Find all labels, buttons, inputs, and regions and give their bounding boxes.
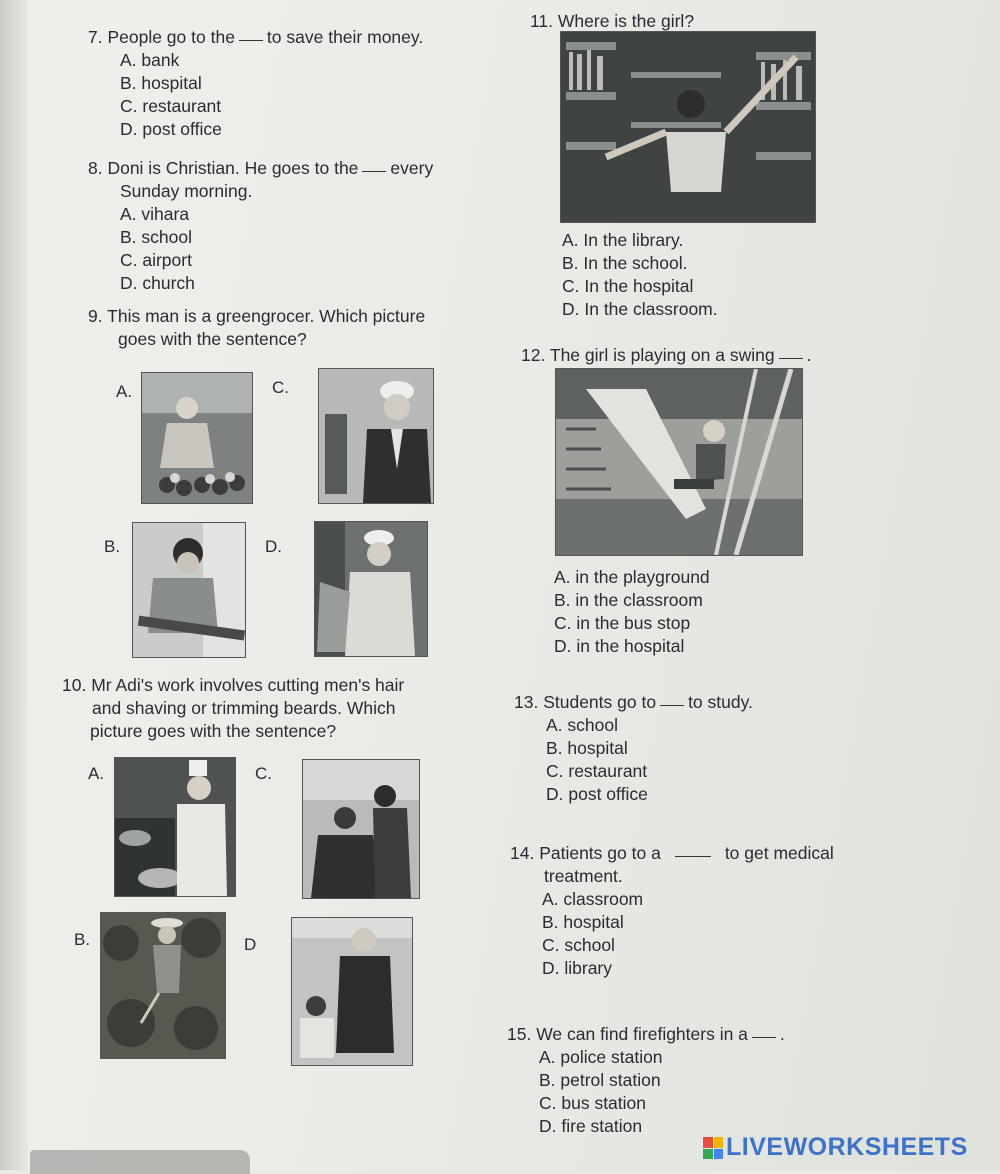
q11-option-d[interactable]: D. In the classroom. bbox=[562, 299, 718, 319]
q11-photo-library-girl bbox=[560, 31, 816, 223]
q8-option-a[interactable]: A. vihara bbox=[120, 204, 190, 224]
q8-option-d[interactable]: D. church bbox=[120, 273, 195, 293]
q15-option-a[interactable]: A. police station bbox=[539, 1047, 663, 1067]
q15-text-a: 15. We can find firefighters in a bbox=[507, 1024, 748, 1044]
q10-label-a: A. bbox=[88, 764, 105, 783]
q13-option-c[interactable]: C. restaurant bbox=[546, 761, 648, 781]
q9-photo-a-greengrocer[interactable] bbox=[141, 372, 253, 504]
question-11 bbox=[530, 10, 694, 33]
q8-option-c[interactable]: C. airport bbox=[120, 250, 192, 270]
q12-option-a[interactable]: A. in the playground bbox=[554, 567, 710, 587]
q10-line1: 10. Mr Adi's work involves cutting men's hair bbox=[62, 675, 405, 695]
q8-line2: Sunday morning. bbox=[120, 181, 253, 201]
q7-option-c[interactable]: C. restaurant bbox=[120, 96, 222, 116]
q7-blank[interactable] bbox=[239, 40, 263, 41]
q14-blank[interactable] bbox=[675, 856, 711, 857]
q7-option-b[interactable]: B. hospital bbox=[120, 73, 202, 93]
question-10 bbox=[62, 674, 404, 743]
q15-option-c[interactable]: C. bus station bbox=[539, 1093, 646, 1113]
q14-line2: treatment. bbox=[544, 866, 623, 886]
q12-photo-swing-girl bbox=[555, 368, 803, 556]
q9-photo-c-engineer[interactable] bbox=[318, 368, 434, 504]
q13-blank[interactable] bbox=[660, 705, 684, 706]
q9-label-a: A. bbox=[116, 382, 133, 401]
question-15: 15. We can find firefighters in a . A. police station B. petrol station C. bus station D. fire station bbox=[507, 1024, 785, 1136]
q7-text-a: 7. People go to the bbox=[88, 27, 235, 47]
q9-line1: 9. This man is a greengrocer. Which picture bbox=[88, 306, 426, 326]
q12-option-d[interactable]: D. in the hospital bbox=[554, 636, 685, 656]
liveworksheets-logo-icon bbox=[703, 1137, 723, 1159]
q15-option-b[interactable]: B. petrol station bbox=[539, 1070, 661, 1090]
q10-line2: and shaving or trimming beards. Which bbox=[92, 698, 396, 718]
q9-label-b: B. bbox=[104, 537, 121, 556]
q9-label-d: D. bbox=[265, 537, 282, 556]
q13-text-b: to study. bbox=[688, 692, 753, 712]
q13-option-a[interactable]: A. school bbox=[546, 715, 618, 735]
q10-label-d: D bbox=[244, 935, 257, 954]
q10-line3: picture goes with the sentence? bbox=[90, 721, 337, 741]
q13-option-b[interactable]: B. hospital bbox=[546, 738, 628, 758]
q7-option-d[interactable]: D. post office bbox=[120, 119, 222, 139]
q8-text-a: 8. Doni is Christian. He goes to the bbox=[88, 158, 359, 178]
q9-label-c: C. bbox=[272, 378, 289, 397]
q14-option-b[interactable]: B. hospital bbox=[542, 912, 624, 932]
q11-option-b[interactable]: B. In the school. bbox=[562, 253, 688, 273]
q10-label-b: B. bbox=[74, 930, 91, 949]
q11-question: 11. Where is the girl? bbox=[530, 11, 695, 31]
q13-option-d[interactable]: D. post office bbox=[546, 784, 648, 804]
q11-options bbox=[530, 229, 718, 321]
question-14 bbox=[510, 842, 834, 980]
q15-option-d[interactable]: D. fire station bbox=[539, 1116, 643, 1136]
q11-option-a[interactable]: A. In the library. bbox=[562, 230, 684, 250]
q14-text-a: 14. Patients go to a bbox=[510, 843, 661, 863]
question-13 bbox=[514, 691, 753, 806]
q12-question: 12. The girl is playing on a swing bbox=[521, 345, 775, 365]
liveworksheets-watermark: LIVEWORKSHEETS bbox=[726, 1133, 968, 1161]
q14-text-b: to get medical bbox=[724, 843, 834, 863]
question-7 bbox=[88, 26, 423, 141]
q9-photo-b-carpenter[interactable] bbox=[132, 522, 246, 658]
q10-label-c: C. bbox=[255, 764, 272, 783]
q12-option-c[interactable]: C. in the bus stop bbox=[554, 613, 691, 633]
bottom-decoration bbox=[30, 1150, 250, 1174]
q8-option-b[interactable]: B. school bbox=[120, 227, 192, 247]
q12-blank[interactable] bbox=[779, 358, 803, 359]
q14-option-c[interactable]: C. school bbox=[542, 935, 615, 955]
q15-blank[interactable] bbox=[752, 1037, 776, 1038]
page-fold-shadow bbox=[0, 0, 28, 1170]
q9-line2: goes with the sentence? bbox=[118, 329, 307, 349]
q8-blank[interactable] bbox=[362, 171, 386, 172]
q9-photo-d-worker[interactable] bbox=[314, 521, 428, 657]
q11-option-c[interactable]: C. In the hospital bbox=[562, 276, 694, 296]
q8-text-b: every bbox=[390, 158, 434, 178]
q14-option-d[interactable]: D. library bbox=[542, 958, 613, 978]
q10-photo-b-gardener[interactable] bbox=[100, 912, 226, 1059]
q7-option-a[interactable]: A. bank bbox=[120, 50, 180, 70]
q12-option-b[interactable]: B. in the classroom bbox=[554, 590, 703, 610]
q10-photo-d-teacher[interactable] bbox=[291, 917, 413, 1066]
q10-photo-a-chef[interactable] bbox=[114, 757, 236, 897]
q12-options bbox=[522, 566, 710, 658]
question-8 bbox=[88, 157, 433, 295]
q7-text-b: to save their money. bbox=[266, 27, 424, 47]
q13-text-a: 13. Students go to bbox=[514, 692, 657, 712]
question-12: 12. The girl is playing on a swing . bbox=[521, 345, 812, 365]
q10-photo-c-barber[interactable] bbox=[302, 759, 420, 899]
question-9 bbox=[88, 305, 425, 351]
q14-option-a[interactable]: A. classroom bbox=[542, 889, 644, 909]
